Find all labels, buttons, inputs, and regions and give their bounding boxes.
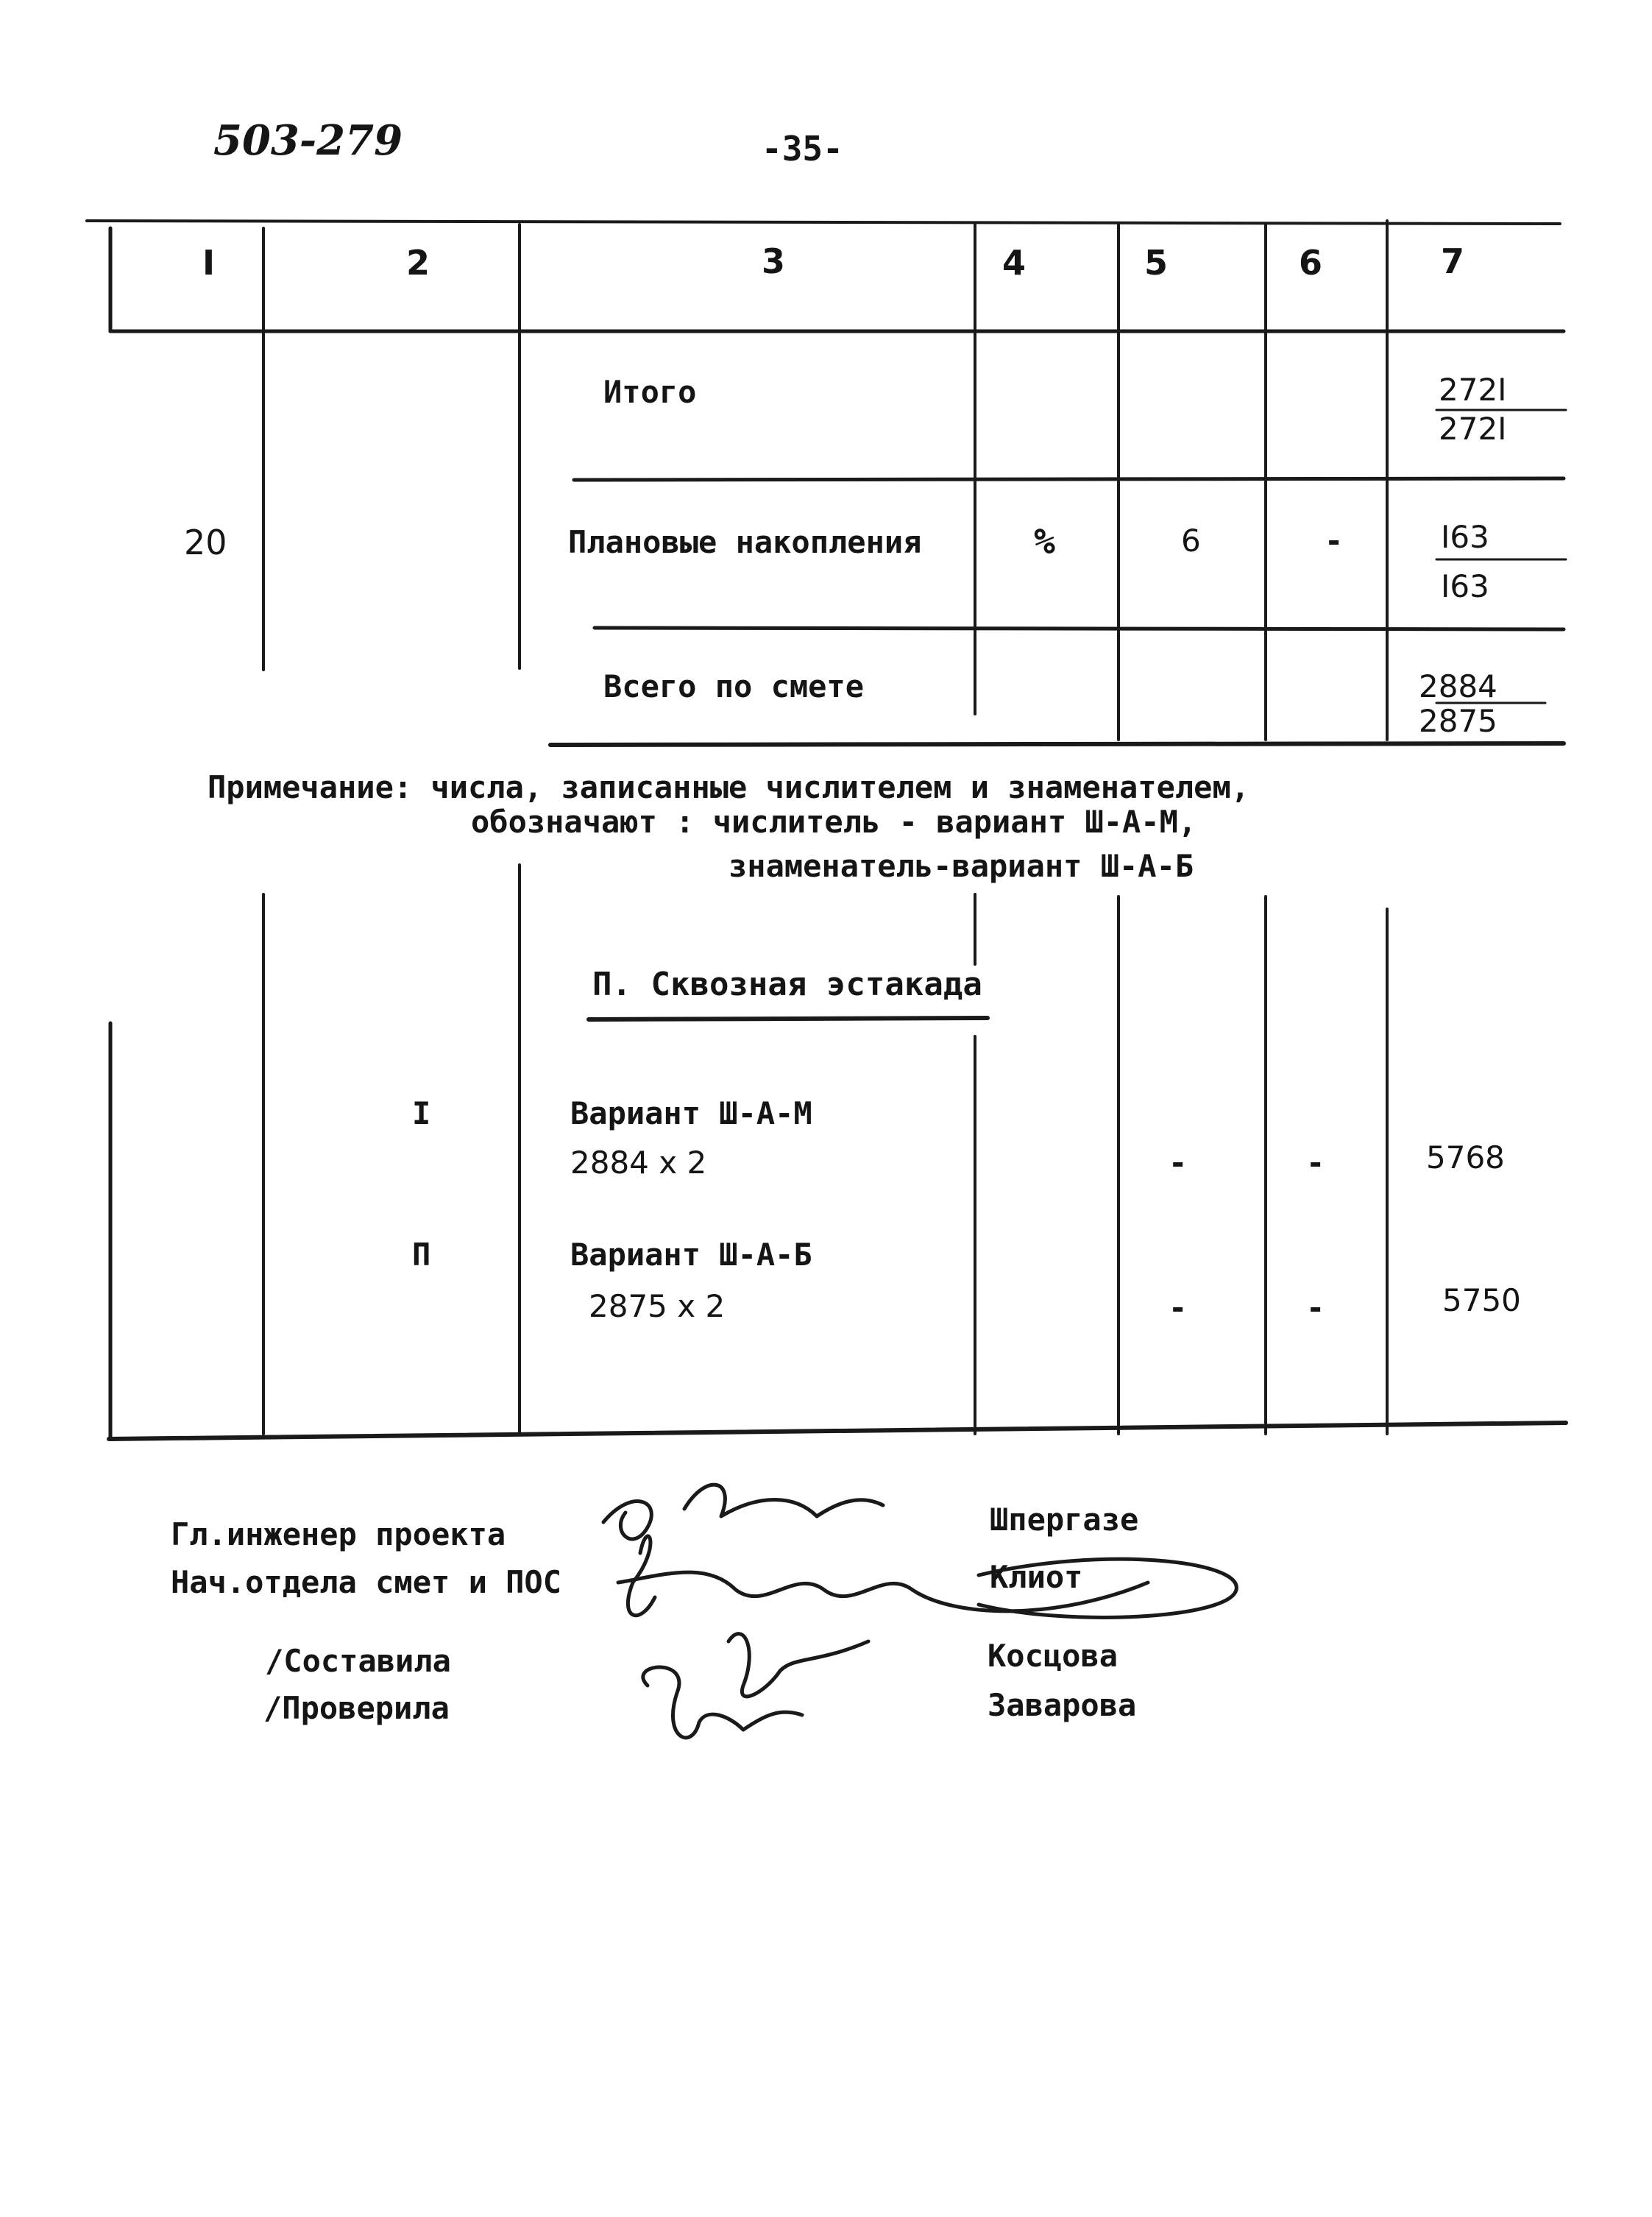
- chief-engineer-title: Гл.инженер проекта: [171, 1516, 506, 1552]
- dept-head-name: Клиот: [990, 1559, 1083, 1595]
- page-number: -35-: [762, 129, 843, 169]
- unit-percent: %: [1034, 521, 1055, 562]
- item-2-col6: -: [1306, 1290, 1325, 1326]
- planned-savings-numerator: I63: [1441, 519, 1489, 555]
- item-1-total: 5768: [1426, 1139, 1505, 1175]
- total-denominator: 2875: [1419, 703, 1497, 739]
- section-title: П. Сквозная эстакада: [592, 966, 982, 1003]
- itogo-numerator: 272I: [1439, 372, 1507, 408]
- checked-by-name: Заварова: [988, 1687, 1137, 1723]
- note-line-1: Примечание: числа, записанные числителем и знаменателем,: [208, 769, 1250, 805]
- label-planned-savings: Плановые накопления: [568, 524, 922, 560]
- planned-savings-denominator: I63: [1441, 568, 1489, 604]
- item-2-formula: 2875 x 2: [589, 1288, 726, 1324]
- column-header-2: 2: [406, 243, 430, 283]
- item-2-col5: -: [1169, 1290, 1188, 1326]
- item-1-col5: -: [1169, 1145, 1188, 1181]
- document-code: 503-279: [213, 116, 403, 165]
- label-total-by-estimate: Всего по смете: [603, 668, 865, 704]
- note-line-2: обозначают : числитель - вариант Ш-А-М,: [471, 804, 1197, 840]
- item-1-name: Вариант Ш-А-М: [570, 1095, 812, 1131]
- itogo-denominator: 272I: [1439, 411, 1507, 447]
- chief-engineer-name: Шпергазе: [990, 1502, 1139, 1538]
- item-1-col6: -: [1306, 1145, 1325, 1181]
- total-numerator: 2884: [1419, 668, 1497, 704]
- planned-savings-dash: -: [1325, 523, 1344, 559]
- signature-marks: [603, 1485, 1236, 1738]
- item-1-formula: 2884 x 2: [570, 1145, 707, 1181]
- compiled-by-name: Косцова: [988, 1638, 1119, 1674]
- item-2-name: Вариант Ш-А-Б: [570, 1237, 812, 1273]
- column-header-7: 7: [1441, 241, 1465, 281]
- item-1-index: I: [412, 1095, 431, 1131]
- compiled-by-label: Составила: [283, 1643, 451, 1679]
- compiled-by-title: /Составила: [265, 1643, 451, 1679]
- note-line-3: знаменатель-вариант Ш-А-Б: [728, 848, 1194, 884]
- column-header-6: 6: [1299, 243, 1323, 283]
- column-header-3: 3: [762, 241, 786, 281]
- dept-head-title: Нач.отдела смет и ПОС: [171, 1564, 562, 1600]
- column-header-5: 5: [1144, 243, 1169, 283]
- column-header-1: I: [202, 243, 216, 283]
- planned-savings-rate: 6: [1181, 523, 1201, 559]
- label-itogo: Итого: [603, 374, 697, 410]
- item-2-total: 5750: [1442, 1282, 1521, 1318]
- row-number: 20: [184, 523, 227, 562]
- item-2-index: П: [412, 1237, 431, 1273]
- checked-by-title: /Проверила: [263, 1690, 450, 1726]
- column-header-4: 4: [1002, 243, 1027, 283]
- checked-by-label: Проверила: [282, 1690, 450, 1726]
